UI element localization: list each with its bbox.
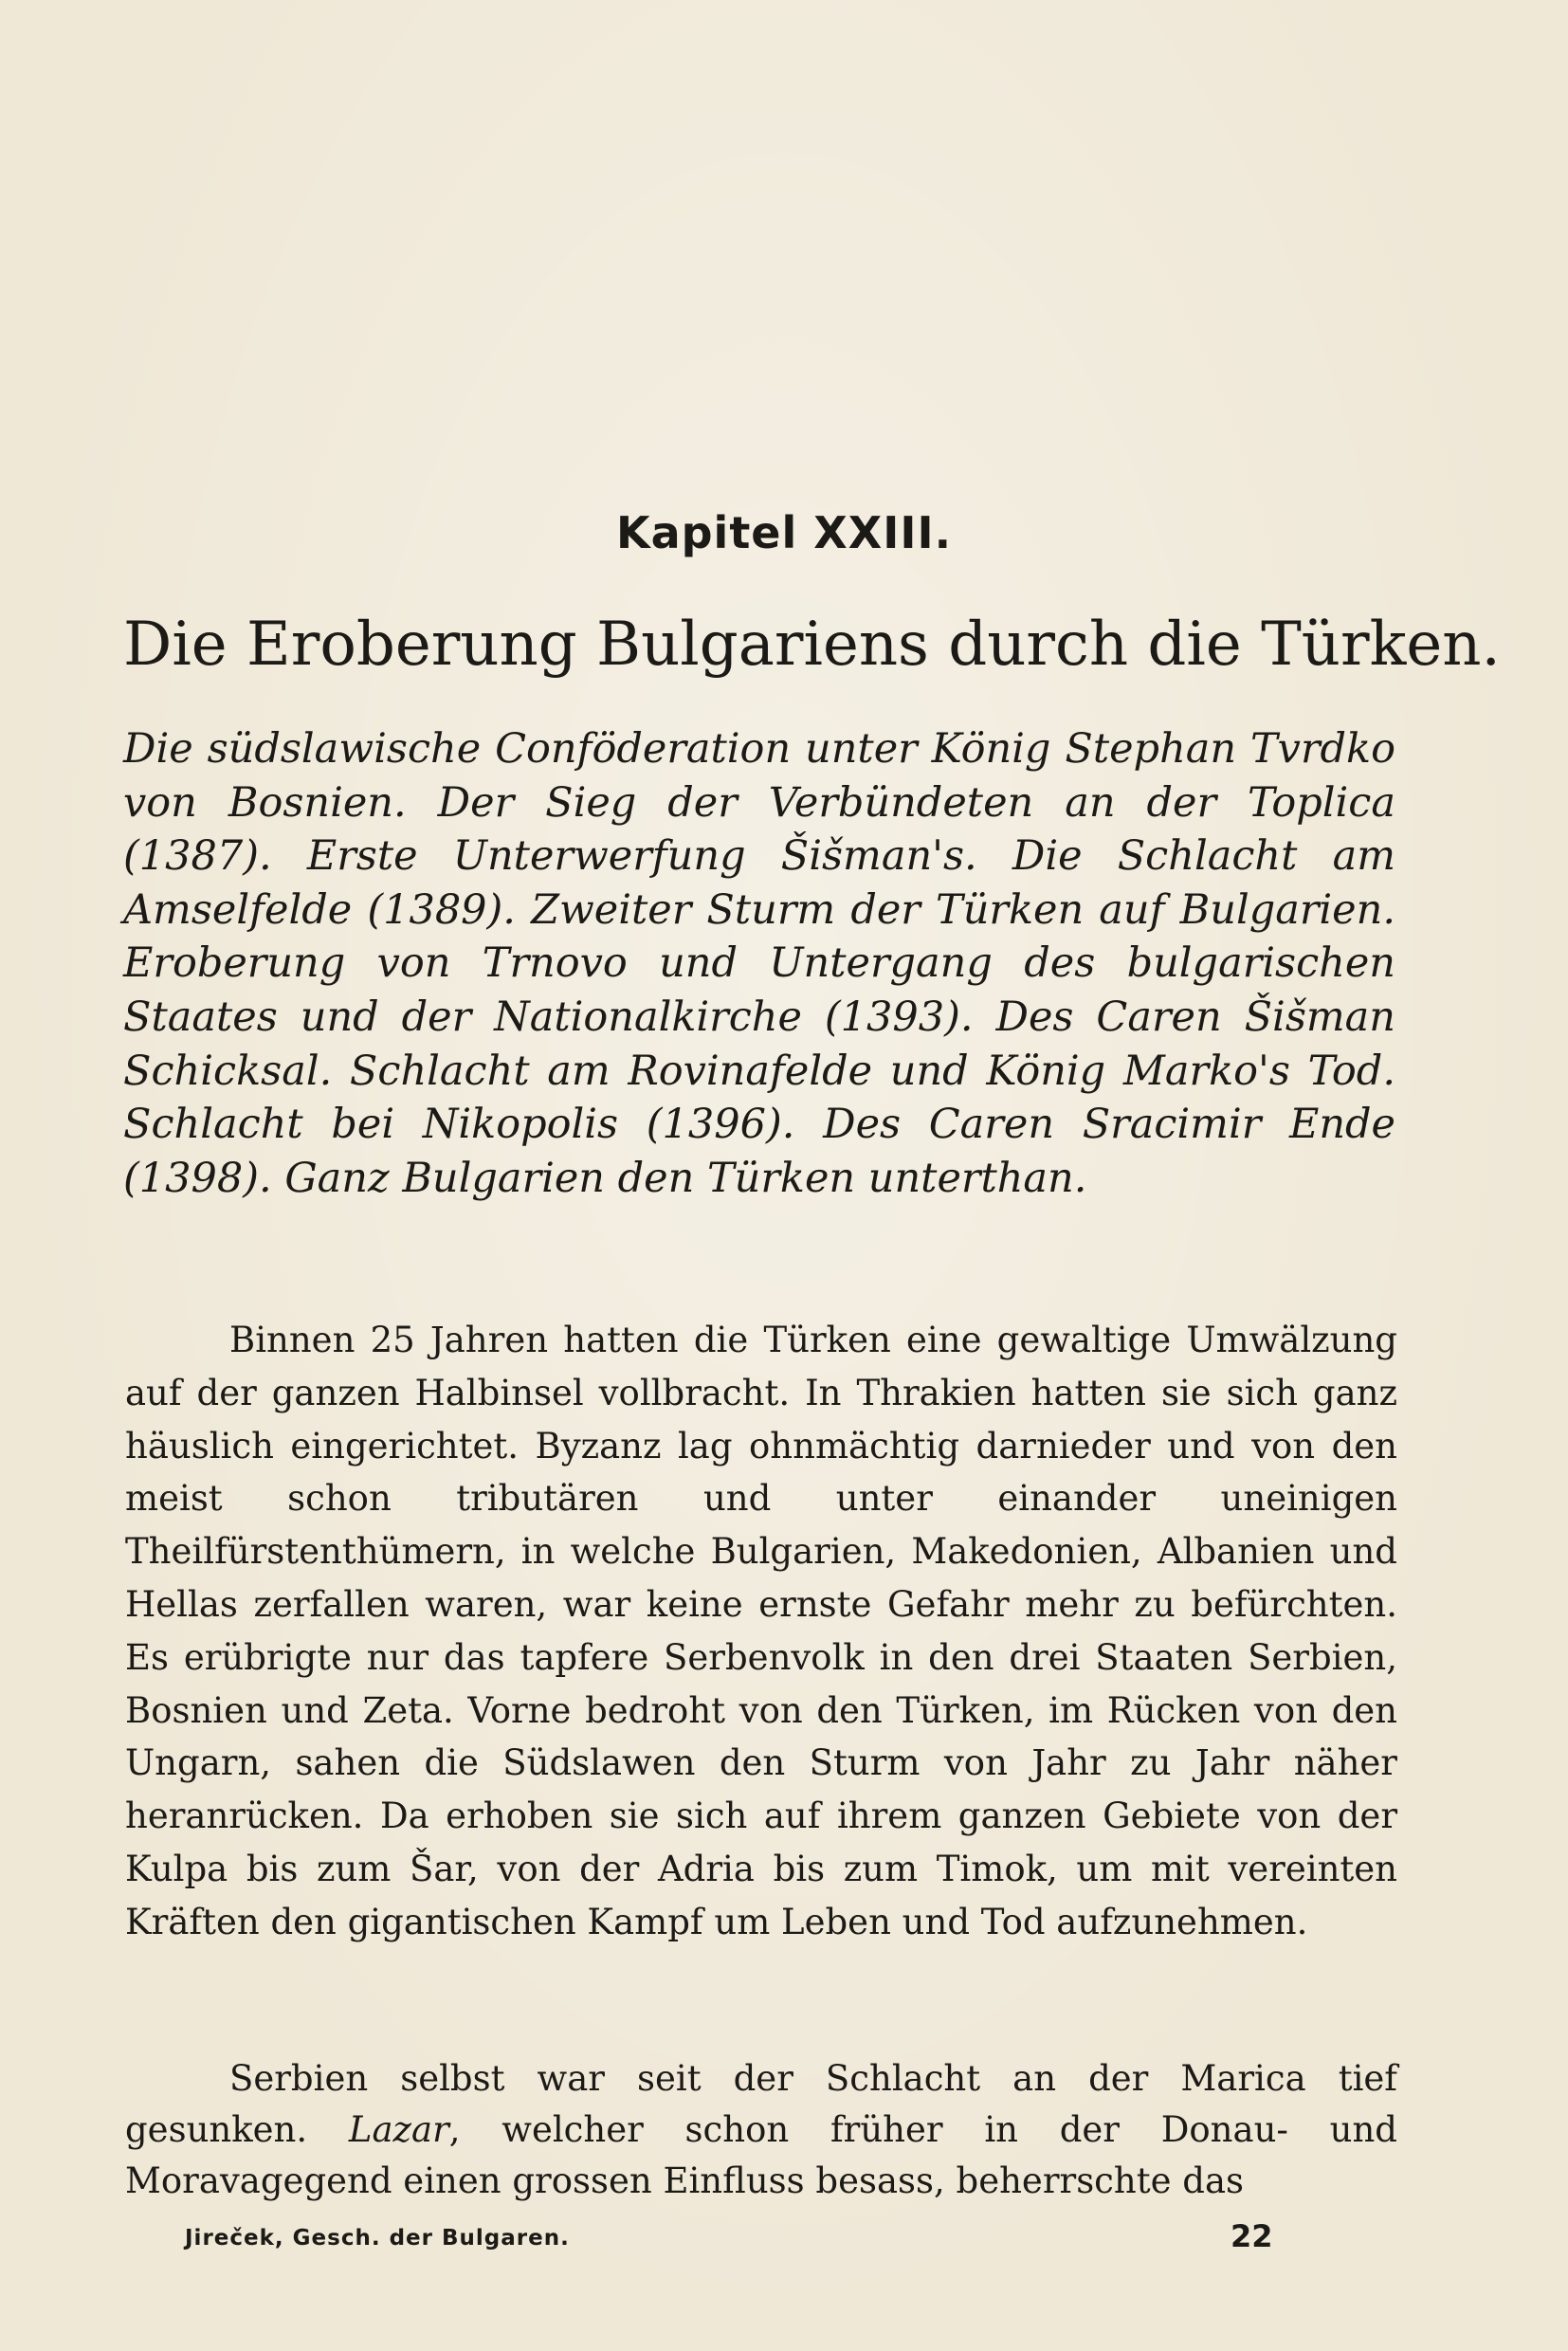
- chapter-summary: Die südslawische Conföderation unter König Stephan Tvrdko von Bosnien. Der Sieg der Verbündeten an der Toplica (1387). Erste Unterwerfung Šišman's. Die Schlacht am Amselfelde (1389). Zweiter Sturm der Türken auf Bulgarien. Eroberung von Trnovo und Untergang des bulgarischen Staates und der Nationalkirche (1393). Des Caren Šišman Schicksal. Schlacht am Rovinafelde und König Marko's Tod. Schlacht bei Nikopolis (1396). Des Caren Sracimir Ende (1398). Ganz Bulgarien den Türken unterthan.: [123, 725, 1395, 1202]
- person-name-lazar: Lazar: [348, 2109, 449, 2150]
- body-paragraph-2: [125, 2053, 1397, 2207]
- page-number: 22: [1231, 2218, 1273, 2254]
- body-paragraph-1: Binnen 25 Jahren hatten die Türken eine gewaltige Umwälzung auf der ganzen Halbinsel vollbracht. In Thrakien hatten sie sich ganz häuslich eingerichtet. Byzanz lag ohnmächtig darnieder und von den meist schon tributären und unter einander uneinigen Theilfürstenthümern, in welche Bulgarien, Makedonien, Albanien und Hellas zerfallen waren, war keine ernste Gefahr mehr zu befürchten. Es erübrigte nur das tapfere Serbenvolk in den drei Staaten Serbien, Bosnien und Zeta. Vorne bedroht von den Türken, im Rücken von den Ungarn, sahen die Südslawen den Sturm von Jahr zu Jahr näher heranrücken. Da erhoben sie sich auf ihrem ganzen Gebiete von der Kulpa bis zum Šar, von der Adria bis zum Timok, um mit vereinten Kräften den gigantischen Kampf um Leben und Tod aufzunehmen.: [125, 1320, 1397, 1942]
- chapter-label: Kapitel XXIII.: [615, 507, 953, 558]
- paragraph-2-text-start: Serbien selbst war seit der Schlacht an der Marica tief gesunken.: [125, 2058, 1397, 2150]
- paragraph-2-text-end: , welcher schon früher in der Donau- und Moravagegend einen grossen Einfluss besass, beherrschte das: [125, 2109, 1397, 2201]
- chapter-title: Die Eroberung Bulgariens durch die Türken.: [123, 610, 1501, 680]
- footer-signature: Jireček, Gesch. der Bulgaren.: [185, 2226, 570, 2251]
